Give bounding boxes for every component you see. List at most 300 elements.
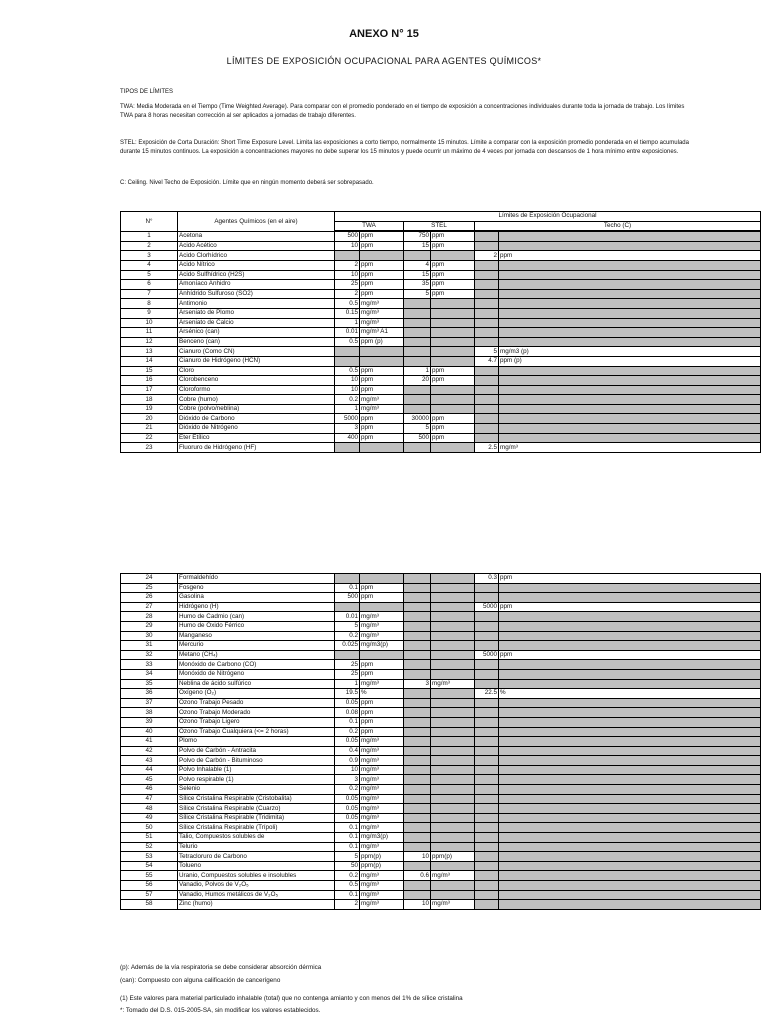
twa-unit: ppm (360, 385, 404, 395)
agent-name: Ozono Trabajo Moderado (178, 708, 335, 718)
row-number: 51 (121, 833, 178, 843)
row-number: 46 (121, 785, 178, 795)
twa-value: 5 (335, 621, 360, 631)
tipos-heading: TIPOS DE LÍMITES (120, 89, 174, 95)
stel-value: 4 (404, 260, 431, 270)
agent-name: Anhídrido Sulfuroso (SO2) (178, 289, 335, 299)
twa-unit: mg/m³ (360, 881, 404, 891)
stel-unit: ppm (431, 232, 475, 242)
row-number: 16 (121, 376, 178, 386)
twa-unit: ppm (360, 727, 404, 737)
ceiling-unit (499, 583, 761, 593)
stel-unit (431, 737, 475, 747)
row-number: 48 (121, 804, 178, 814)
ceiling-unit (499, 424, 761, 434)
twa-value: 25 (335, 660, 360, 670)
agent-name: Humo de Cadmio (can) (178, 612, 335, 622)
stel-unit (431, 842, 475, 852)
table-row (121, 679, 761, 689)
ceiling-value (475, 318, 499, 328)
stel-unit (431, 813, 475, 823)
agent-name: Clorobenceno (178, 376, 335, 386)
ceiling-value: 5000 (475, 650, 499, 660)
table-row (121, 270, 761, 280)
agent-name: Cobre (humo) (178, 395, 335, 405)
twa-unit: ppm (360, 241, 404, 251)
stel-unit (431, 775, 475, 785)
stel-value (404, 708, 431, 718)
row-number: 39 (121, 717, 178, 727)
row-number: 18 (121, 395, 178, 405)
limits-table-part1 (120, 211, 761, 453)
ceiling-value (475, 746, 499, 756)
stel-value (404, 689, 431, 699)
table-row (121, 813, 761, 823)
agent-name: Neblina de ácido sulfúrico (178, 679, 335, 689)
twa-unit (360, 443, 404, 453)
stel-value (404, 737, 431, 747)
table-row (121, 260, 761, 270)
twa-unit: mg/m³ (360, 756, 404, 766)
ceiling-value (475, 404, 499, 414)
ceiling-unit: % (499, 689, 761, 699)
stel-value (404, 804, 431, 814)
limits-table-part2 (120, 573, 761, 910)
ceiling-value (475, 612, 499, 622)
table-row (121, 708, 761, 718)
stel-unit (431, 328, 475, 338)
twa-value: 3 (335, 424, 360, 434)
row-number: 17 (121, 385, 178, 395)
header-techo: Techo (C) (475, 221, 761, 231)
ceiling-unit (499, 612, 761, 622)
row-number: 58 (121, 900, 178, 910)
agent-name: Formaldehído (178, 574, 335, 584)
stel-unit (431, 395, 475, 405)
stel-value (404, 621, 431, 631)
ceiling-unit: ppm (499, 650, 761, 660)
ceiling-unit (499, 299, 761, 309)
ceiling-unit: mg/m3 (p) (499, 347, 761, 357)
ceiling-value: 5 (475, 347, 499, 357)
stel-unit: ppm (431, 241, 475, 251)
stel-value (404, 583, 431, 593)
twa-unit: mg/m³ (360, 775, 404, 785)
header-num: N° (121, 212, 178, 232)
table-row (121, 881, 761, 891)
table-row (121, 593, 761, 603)
ceiling-value (475, 842, 499, 852)
stel-value: 10 (404, 900, 431, 910)
agent-name: Mercurio (178, 641, 335, 651)
table-row (121, 385, 761, 395)
header-twa: TWA (335, 221, 404, 231)
ceiling-unit (499, 746, 761, 756)
ceiling-unit (499, 765, 761, 775)
twa-unit: mg/m³ (360, 308, 404, 318)
table-row (121, 356, 761, 366)
table-row (121, 833, 761, 843)
twa-value: 1 (335, 318, 360, 328)
agent-name: Sílice Cristalina Respirable (Trípoli) (178, 823, 335, 833)
twa-unit: ppm (360, 593, 404, 603)
stel-value: 5 (404, 424, 431, 434)
footnote-source: *: Tomado del D.S. 015-2005-SA, sin modificar los valores establecidos. (120, 1007, 321, 1014)
stel-value: 20 (404, 376, 431, 386)
row-number: 1 (121, 232, 178, 242)
agent-name: Talio, Compuestos solubles de (178, 833, 335, 843)
row-number: 47 (121, 794, 178, 804)
stel-value: 750 (404, 232, 431, 242)
table-row (121, 650, 761, 660)
ceiling-unit (499, 861, 761, 871)
ceiling-unit (499, 775, 761, 785)
stel-unit (431, 641, 475, 651)
ceiling-unit (499, 289, 761, 299)
ceiling-unit (499, 404, 761, 414)
ceiling-value (475, 631, 499, 641)
twa-unit: mg/m³ (360, 679, 404, 689)
stel-value (404, 612, 431, 622)
stel-value (404, 756, 431, 766)
row-number: 15 (121, 366, 178, 376)
twa-unit: ppm (360, 660, 404, 670)
twa-unit: ppm (360, 232, 404, 242)
stel-value (404, 727, 431, 737)
ceiling-value (475, 621, 499, 631)
twa-unit: ppm (360, 433, 404, 443)
table-row (121, 612, 761, 622)
agent-name: Gasolina (178, 593, 335, 603)
twa-unit: mg/m³ (360, 871, 404, 881)
ceiling-unit (499, 698, 761, 708)
twa-unit: mg/m³ (360, 612, 404, 622)
ceiling-value (475, 376, 499, 386)
twa-value: 0.4 (335, 746, 360, 756)
row-number: 21 (121, 424, 178, 434)
row-number: 32 (121, 650, 178, 660)
row-number: 42 (121, 746, 178, 756)
agent-name: Fosgeno (178, 583, 335, 593)
stel-unit (431, 631, 475, 641)
row-number: 12 (121, 337, 178, 347)
table-row (121, 823, 761, 833)
ceiling-value (475, 813, 499, 823)
agent-name: Plomo (178, 737, 335, 747)
page-subtitle: LÍMITES DE EXPOSICIÓN OCUPACIONAL PARA AGENTES QUÍMICOS* (226, 56, 542, 66)
ceiling-value (475, 669, 499, 679)
twa-value: 0.1 (335, 842, 360, 852)
agent-name: Sílice Cristalina Respirable (Cristobalita) (178, 794, 335, 804)
table-row (121, 241, 761, 251)
stel-value: 5 (404, 289, 431, 299)
twa-unit (360, 356, 404, 366)
ceiling-unit (499, 280, 761, 290)
ceiling-value (475, 679, 499, 689)
agent-name: Cobre (polvo/neblina) (178, 404, 335, 414)
stel-unit: ppm (431, 366, 475, 376)
ceiling-value (475, 775, 499, 785)
stel-unit: ppm(p) (431, 852, 475, 862)
agent-name: Dióxido de Nitrógeno (178, 424, 335, 434)
ceiling-value (475, 727, 499, 737)
row-number: 54 (121, 861, 178, 871)
row-number: 7 (121, 289, 178, 299)
table-row (121, 794, 761, 804)
ceiling-unit: ppm (499, 251, 761, 261)
ceiling-unit (499, 717, 761, 727)
ceiling-value: 22.5 (475, 689, 499, 699)
ceiling-unit (499, 260, 761, 270)
twa-unit: ppm (360, 424, 404, 434)
stel-unit (431, 385, 475, 395)
table-row (121, 621, 761, 631)
row-number: 6 (121, 280, 178, 290)
ceiling-value (475, 395, 499, 405)
agent-name: Sílice Cristalina Respirable (Cuarzo) (178, 804, 335, 814)
twa-unit: ppm (360, 280, 404, 290)
agent-name: Uranio, Compuestos solubles e insolubles (178, 871, 335, 881)
ceiling-value (475, 717, 499, 727)
twa-value: 10 (335, 385, 360, 395)
twa-value: 0.2 (335, 871, 360, 881)
ceiling-value (475, 890, 499, 900)
stel-value (404, 881, 431, 891)
stel-unit: ppm (431, 280, 475, 290)
agent-name: Ozono Trabajo Pesado (178, 698, 335, 708)
ceiling-value (475, 328, 499, 338)
twa-value: 0.15 (335, 308, 360, 318)
table-row (121, 395, 761, 405)
row-number: 34 (121, 669, 178, 679)
stel-value: 35 (404, 280, 431, 290)
table-row (121, 727, 761, 737)
twa-value: 3 (335, 775, 360, 785)
agent-name: Cianuro (Como CN) (178, 347, 335, 357)
table-row (121, 804, 761, 814)
ceiling-value (475, 270, 499, 280)
stel-unit: ppm (431, 376, 475, 386)
table-row (121, 737, 761, 747)
row-number: 14 (121, 356, 178, 366)
stel-unit: ppm (431, 270, 475, 280)
stel-value (404, 775, 431, 785)
agent-name: Vanadio, Humos metálicos de V₂O₅ (178, 890, 335, 900)
ceiling-unit: ppm (499, 602, 761, 612)
twa-unit: ppm (360, 260, 404, 270)
agent-name: Polvo de Carbón - Antracita (178, 746, 335, 756)
ceiling-value (475, 708, 499, 718)
twa-unit: ppm (360, 669, 404, 679)
twa-unit: mg/m³ (360, 842, 404, 852)
agent-name: Arsénico (can) (178, 328, 335, 338)
stel-unit (431, 347, 475, 357)
twa-unit: ppm (360, 414, 404, 424)
ceiling-value (475, 337, 499, 347)
twa-unit: ppm (360, 708, 404, 718)
agent-name: Monóxido de Nitrógeno (178, 669, 335, 679)
row-number: 22 (121, 433, 178, 443)
stel-value (404, 443, 431, 453)
agent-name: Acido Acético (178, 241, 335, 251)
stel-unit (431, 717, 475, 727)
twa-unit (360, 650, 404, 660)
twa-unit: mg/m³ (360, 765, 404, 775)
twa-unit: ppm(p) (360, 861, 404, 871)
twa-unit (360, 347, 404, 357)
twa-value: 2 (335, 289, 360, 299)
stel-unit (431, 881, 475, 891)
stel-unit (431, 308, 475, 318)
stel-unit: ppm (431, 424, 475, 434)
ceiling-value (475, 593, 499, 603)
twa-value: 5 (335, 852, 360, 862)
twa-unit: mg/m³ (360, 794, 404, 804)
stel-unit (431, 890, 475, 900)
stel-unit (431, 612, 475, 622)
ceiling-unit (499, 833, 761, 843)
ceiling-value: 2.5 (475, 443, 499, 453)
twa-unit (360, 574, 404, 584)
twa-value: 0.05 (335, 698, 360, 708)
row-number: 23 (121, 443, 178, 453)
row-number: 5 (121, 270, 178, 280)
stel-unit: mg/m³ (431, 871, 475, 881)
row-number: 49 (121, 813, 178, 823)
agent-name: Cloroformo (178, 385, 335, 395)
ceiling-unit (499, 669, 761, 679)
ceiling-value (475, 900, 499, 910)
twa-unit: mg/m³ (360, 737, 404, 747)
row-number: 8 (121, 299, 178, 309)
stel-unit (431, 861, 475, 871)
twa-value: 0.2 (335, 785, 360, 795)
ceiling-unit (499, 794, 761, 804)
ceiling-value (475, 280, 499, 290)
ceiling-unit (499, 385, 761, 395)
row-number: 24 (121, 574, 178, 584)
ceiling-unit (499, 270, 761, 280)
agent-name: Sílice Cristalina Respirable (Tridimita) (178, 813, 335, 823)
stel-unit (431, 660, 475, 670)
row-number: 29 (121, 621, 178, 631)
ceiling-unit (499, 737, 761, 747)
agent-name: Manganeso (178, 631, 335, 641)
agent-name: Tolueno (178, 861, 335, 871)
twa-unit: mg/m³ (360, 395, 404, 405)
agent-name: Vanadio, Polvos de V₂O₅ (178, 881, 335, 891)
agent-name: Benceno (can) (178, 337, 335, 347)
row-number: 37 (121, 698, 178, 708)
twa-value (335, 347, 360, 357)
twa-value: 0.05 (335, 804, 360, 814)
ceiling-value (475, 583, 499, 593)
stel-value: 15 (404, 270, 431, 280)
stel-unit (431, 650, 475, 660)
row-number: 20 (121, 414, 178, 424)
ceiling-unit (499, 900, 761, 910)
stel-value: 3 (404, 679, 431, 689)
ceiling-value: 5000 (475, 602, 499, 612)
table-row (121, 900, 761, 910)
ceiling-value (475, 833, 499, 843)
twa-unit: ppm (360, 698, 404, 708)
table-row (121, 433, 761, 443)
ceiling-unit (499, 813, 761, 823)
twa-value: 0.2 (335, 631, 360, 641)
row-number: 9 (121, 308, 178, 318)
row-number: 53 (121, 852, 178, 862)
twa-unit: mg/m³ (360, 631, 404, 641)
ceiling-value (475, 823, 499, 833)
agent-name: Monóxido de Carbono (CO) (178, 660, 335, 670)
ceiling-unit (499, 414, 761, 424)
twa-value: 25 (335, 669, 360, 679)
row-number: 45 (121, 775, 178, 785)
table-row (121, 698, 761, 708)
ceiling-unit (499, 660, 761, 670)
row-number: 26 (121, 593, 178, 603)
agent-name: Polvo de Carbón - Bituminoso (178, 756, 335, 766)
stel-unit: ppm (431, 289, 475, 299)
ceiling-value (475, 698, 499, 708)
row-number: 38 (121, 708, 178, 718)
ceiling-value (475, 385, 499, 395)
table-row (121, 583, 761, 593)
twa-unit: mg/m³ (360, 746, 404, 756)
stel-value (404, 650, 431, 660)
table-row (121, 299, 761, 309)
ceiling-unit (499, 376, 761, 386)
stel-value (404, 356, 431, 366)
ceiling-value: 2 (475, 251, 499, 261)
twa-unit: ppm(p) (360, 852, 404, 862)
ceiling-unit (499, 593, 761, 603)
table-row (121, 376, 761, 386)
twa-value: 2 (335, 900, 360, 910)
twa-unit: ppm (360, 376, 404, 386)
stel-value (404, 890, 431, 900)
agent-name: Cloro (178, 366, 335, 376)
ceiling-unit (499, 756, 761, 766)
table-row (121, 890, 761, 900)
row-number: 50 (121, 823, 178, 833)
ceiling-value (475, 424, 499, 434)
stel-unit (431, 727, 475, 737)
table-row (121, 328, 761, 338)
twa-value: 50 (335, 861, 360, 871)
twa-value: 500 (335, 593, 360, 603)
stel-unit (431, 251, 475, 261)
ceiling-unit (499, 804, 761, 814)
table-row (121, 280, 761, 290)
twa-value: 10 (335, 765, 360, 775)
twa-value: 0.01 (335, 328, 360, 338)
table-row (121, 660, 761, 670)
table-row (121, 366, 761, 376)
ceiling-unit: ppm (p) (499, 356, 761, 366)
twa-value: 0.1 (335, 717, 360, 727)
header-stel: STEL (404, 221, 475, 231)
table-row (121, 251, 761, 261)
ceiling-value (475, 765, 499, 775)
row-number: 13 (121, 347, 178, 357)
stel-value (404, 337, 431, 347)
row-number: 25 (121, 583, 178, 593)
stel-unit: ppm (431, 433, 475, 443)
agent-name: Arseniato de Calcio (178, 318, 335, 328)
agent-name: Tetracloruro de Carbono (178, 852, 335, 862)
